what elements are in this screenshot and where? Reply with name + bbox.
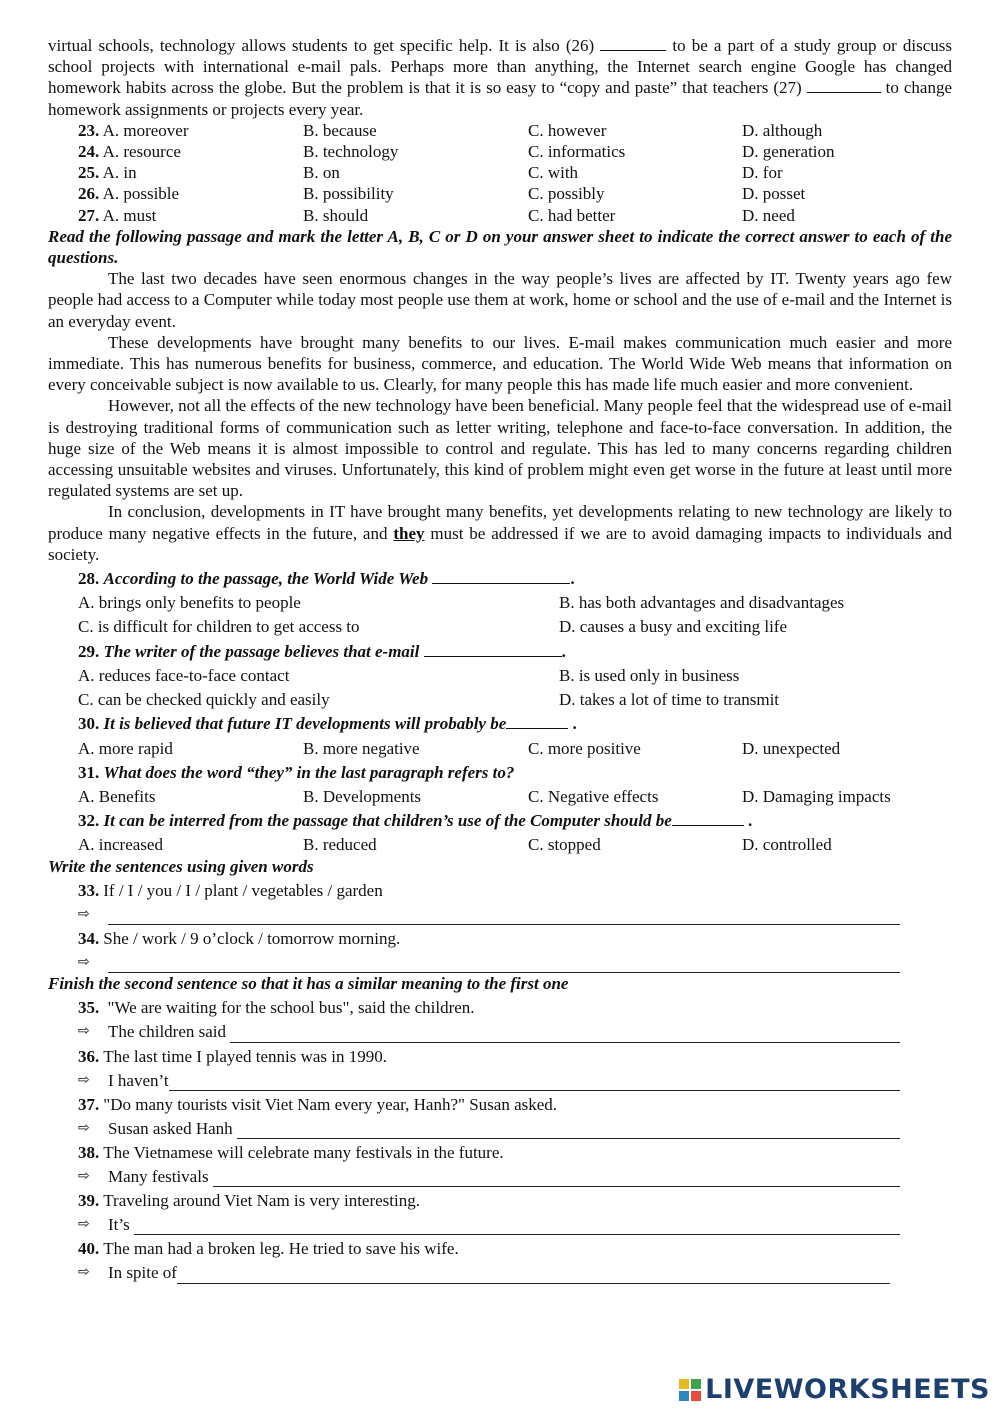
question-39: 39. Traveling around Viet Nam is very interesting. xyxy=(78,1191,420,1211)
option-25c[interactable]: C. with xyxy=(528,163,579,183)
option-26b[interactable]: B. possibility xyxy=(303,184,394,204)
option-27b[interactable]: B. should xyxy=(303,205,369,225)
question-34: 34. She / work / 9 o’clock / tomorrow morning. xyxy=(78,928,401,948)
question-23: 23. A. moreover B. because C. however D. although xyxy=(48,120,952,141)
arrow-right-icon: ⇨ xyxy=(78,1071,90,1088)
arrow-right-icon: ⇨ xyxy=(78,905,90,922)
option-25b[interactable]: B. on xyxy=(303,163,340,183)
arrow-right-icon: ⇨ xyxy=(78,1023,90,1040)
answer-line-33[interactable] xyxy=(108,908,900,925)
answer-line-40[interactable] xyxy=(177,1267,890,1284)
question-24: 24. A. resource B. technology C. informatics D. generation xyxy=(48,141,952,162)
option-32b[interactable]: B. reduced xyxy=(303,835,377,855)
blank-29 xyxy=(424,656,562,657)
option-25a[interactable]: A. in xyxy=(102,163,137,183)
arrow-right-icon: ⇨ xyxy=(78,1264,90,1281)
arrow-right-icon: ⇨ xyxy=(78,1119,90,1136)
underlined-word-they: they xyxy=(393,523,425,543)
option-25d[interactable]: D. for xyxy=(742,163,783,183)
question-25: 25. A. in B. on C. with D. for xyxy=(48,162,952,183)
blank-30 xyxy=(506,728,568,729)
option-29d[interactable]: D. takes a lot of time to transmit xyxy=(559,690,780,710)
passage-top: virtual schools, technology allows students to get specific help. It is also (26) to be a part of a study group or discuss school projects with international e-mail pals. Perhaps more than anything, the Internet search engine Google has changed homework habits across the globe. But the problem is that it is so easy to “copy and paste” that teachers (27) to change homework assignments or projects every year. xyxy=(48,36,952,119)
answer-line-38[interactable] xyxy=(213,1170,900,1187)
option-24c[interactable]: C. informatics xyxy=(528,142,626,162)
option-23d[interactable]: D. although xyxy=(742,120,823,140)
option-28b[interactable]: B. has both advantages and disadvantages xyxy=(559,593,845,613)
question-31: 31. What does the word “they” in the last paragraph refers to? xyxy=(78,762,515,782)
question-36: 36. The last time I played tennis was in 1990. xyxy=(78,1046,387,1066)
question-38: 38. The Vietnamese will celebrate many festivals in the future. xyxy=(78,1142,504,1162)
blank-32 xyxy=(672,825,744,826)
reading-instruction: Read the following passage and mark the letter A, B, C or D on your answer sheet to indicate the correct answer to each of the questions. xyxy=(48,226,952,268)
option-28d[interactable]: D. causes a busy and exciting life xyxy=(559,617,788,637)
reading-paragraph-1: The last two decades have seen enormous changes in the way people’s lives are affected by IT. Twenty years ago few people had access to a Computer while today most people use them at work, home or school and the use of e-mail and the Internet is an everyday event. xyxy=(48,269,952,331)
question-40: 40. The man had a broken leg. He tried to save his wife. xyxy=(78,1239,459,1259)
question-29: 29. The writer of the passage believes that e-mail . xyxy=(78,641,566,661)
question-27: 27. A. must B. should C. had better D. need xyxy=(48,205,952,226)
option-31b[interactable]: B. Developments xyxy=(303,786,422,806)
answer-line-35[interactable] xyxy=(230,1026,900,1043)
writing-instruction: Write the sentences using given words xyxy=(48,856,314,876)
option-31d[interactable]: D. Damaging impacts xyxy=(742,786,891,806)
option-27d[interactable]: D. need xyxy=(742,205,795,225)
blank-28 xyxy=(432,583,570,584)
worksheet-page: virtual schools, technology allows students to get specific help. It is also (26) to be a part of a study group or discuss school projects with international e-mail pals. Perhaps more than anything, the Internet search engine Google has changed homework habits across the globe. But the problem is that it is so easy to “copy and paste” that teachers (27) to change homework assignments or projects every year. 23. A. moreover B. because C. however D. although 24. A. resource B. technology C. informatics D. generation 25. A. in B. on C. with D. for 26. A. possible B. possibility C. possibly D. posset 27. A. must B. should C. had better D. need Read the following passage and mark the letter A, B, C or D on your answer sheet to indicate the correct answer to each of the questions. The last two decades have seen enormous changes in the way people’s lives are affected by IT. Twenty years ago few people had access to a Computer while today most people use them at work, home or school and the use of e-mail and the Internet is an everyday event. These developments have brought many benefits to our lives. E-mail makes communication much easier and more immediate. This has numerous benefits for business, commerce, and education. The World Wide Web means that information on every conceivable subject is now available to us. Clearly, for many people this has made life much easier and more convenient. However, not all the effects of the new technology have been beneficial. Many people feel that the widespread use of e-mail is destroying traditional forms of communication such as letter writing, telephone and face-to-face conversation. In addition, the huge size of the Web means it is almost impossible to control and regulate. This has led to many concerns regarding children accessing unsuitable websites and viruses. Unfortunately, this kind of problem might even get worse in the future at least until more regulated systems are set up. In conclusion, developments in IT have brought many benefits, yet developments relating to new technology are likely to produce many negative effects in the future, and they must be addressed if we are to avoid damaging impacts to individuals and society. 28. According to the passage, the World Wide Web . A. brings only benefits to people B. has both advantages and disadvantages C. is difficult for children to get access to D. causes a busy and exciting life 29. The writer of the passage believes that e-mail . A. reduces face-to-face contact B. is used only in business C. can be checked quickly and easily D. takes a lot of time to transmit 30. It is believed that future IT developments will probably be . A. more rapid B. more negative C. more positive D. unexpected 31. What does the word “they” in the last paragraph refers to? A. Benefits B. Developments C. Negative effects D. Damaging impacts 32. It can be interred from the passage that children’s use of the Computer should be . A. increased B. reduced C. stopped D. controlled Write the sentences using given words 33. If / I / you / I / plant / vegetables / garden ⇨ 34. She / work / 9 o’clock / tomorrow morning. ⇨ Finish the second sentence so that it has a similar meaning to the first one 35. "We are waiting for the school bus", said the children. ⇨ The children said 36. The last time I played tennis was in 1990. ⇨ I haven’t 37. "Do many tourists visit Viet Nam every year, Hanh?" Susan asked. ⇨ Susan asked Hanh 38. The Vietnamese will celebrate many festivals in the future. ⇨ Many festivals 39. Traveling around Viet Nam is very interesting. ⇨ It’s 40. The man had a broken leg. He tried to save his wife. ⇨ In spite of xyxy=(48,36,952,1283)
option-23b[interactable]: B. because xyxy=(303,120,377,140)
option-32c[interactable]: C. stopped xyxy=(528,835,601,855)
option-29b[interactable]: B. is used only in business xyxy=(559,665,740,685)
option-32d[interactable]: D. controlled xyxy=(742,835,832,855)
liveworksheets-logo: LIVEWORKSHEETS xyxy=(679,1379,990,1401)
option-31a[interactable]: A. Benefits xyxy=(78,786,156,806)
reading-paragraph-3: However, not all the effects of the new technology have been beneficial. Many people feel that the widespread use of e-mail is destroying traditional forms of communication such as letter writing, telephone and face-to-face conversation. In addition, the huge size of the Web means it is almost impossible to control and regulate. This has led to many concerns regarding children accessing unsuitable websites and viruses. Unfortunately, this kind of problem might even get worse in the future at least until more regulated systems are set up. xyxy=(48,396,952,501)
arrow-right-icon: ⇨ xyxy=(78,1167,90,1184)
option-30b[interactable]: B. more negative xyxy=(303,738,420,758)
option-28a[interactable]: A. brings only benefits to people xyxy=(78,593,301,613)
reading-paragraph-2: These developments have brought many benefits to our lives. E-mail makes communication much easier and more immediate. This has numerous benefits for business, commerce, and education. The World Wide Web means that information on every conceivable subject is now available to us. Clearly, for many people this has made life much easier and more convenient. xyxy=(48,332,952,395)
option-23c[interactable]: C. however xyxy=(528,120,607,140)
option-26d[interactable]: D. posset xyxy=(742,184,806,204)
question-33: 33. If / I / you / I / plant / vegetables / garden xyxy=(78,880,383,900)
option-27a[interactable]: A. must xyxy=(102,205,157,225)
rewrite-instruction: Finish the second sentence so that it has a similar meaning to the first one xyxy=(48,974,569,994)
answer-line-34[interactable] xyxy=(108,956,900,973)
option-26a[interactable]: A. possible xyxy=(102,184,180,204)
blank-26[interactable] xyxy=(600,50,666,51)
blank-27[interactable] xyxy=(807,92,881,93)
answer-line-39[interactable] xyxy=(134,1218,900,1235)
question-35: 35. "We are waiting for the school bus", said the children. xyxy=(78,998,475,1018)
option-30a[interactable]: A. more rapid xyxy=(78,738,173,758)
arrow-right-icon: ⇨ xyxy=(78,1216,90,1233)
question-32: 32. It can be interred from the passage that children’s use of the Computer should be . xyxy=(78,811,753,831)
answer-line-37[interactable] xyxy=(237,1122,900,1139)
question-26: 26. A. possible B. possibility C. possibly D. posset xyxy=(48,183,952,204)
option-29c[interactable]: C. can be checked quickly and easily xyxy=(78,690,330,710)
option-32a[interactable]: A. increased xyxy=(78,835,163,855)
option-29a[interactable]: A. reduces face-to-face contact xyxy=(78,665,290,685)
option-24a[interactable]: A. resource xyxy=(102,142,181,162)
answer-line-36[interactable] xyxy=(169,1074,900,1091)
option-26c[interactable]: C. possibly xyxy=(528,184,605,204)
option-24b[interactable]: B. technology xyxy=(303,142,399,162)
option-31c[interactable]: C. Negative effects xyxy=(528,786,659,806)
question-30: 30. It is believed that future IT developments will probably be . xyxy=(78,714,577,734)
option-30d[interactable]: D. unexpected xyxy=(742,738,841,758)
option-24d[interactable]: D. generation xyxy=(742,142,835,162)
option-30c[interactable]: C. more positive xyxy=(528,738,641,758)
option-28c[interactable]: C. is difficult for children to get access to xyxy=(78,617,360,637)
logo-icon xyxy=(679,1379,701,1401)
arrow-right-icon: ⇨ xyxy=(78,953,90,970)
reading-paragraph-4: In conclusion, developments in IT have brought many benefits, yet developments relating to new technology are likely to produce many negative effects in the future, and they must be addressed if we are to avoid damaging impacts to individuals and society. xyxy=(48,502,952,564)
option-27c[interactable]: C. had better xyxy=(528,205,616,225)
cloze-options xyxy=(48,120,952,226)
option-23a[interactable]: A. moreover xyxy=(102,120,189,140)
question-37: 37. "Do many tourists visit Viet Nam every year, Hanh?" Susan asked. xyxy=(78,1094,558,1114)
question-28: 28. According to the passage, the World Wide Web . xyxy=(78,569,575,589)
